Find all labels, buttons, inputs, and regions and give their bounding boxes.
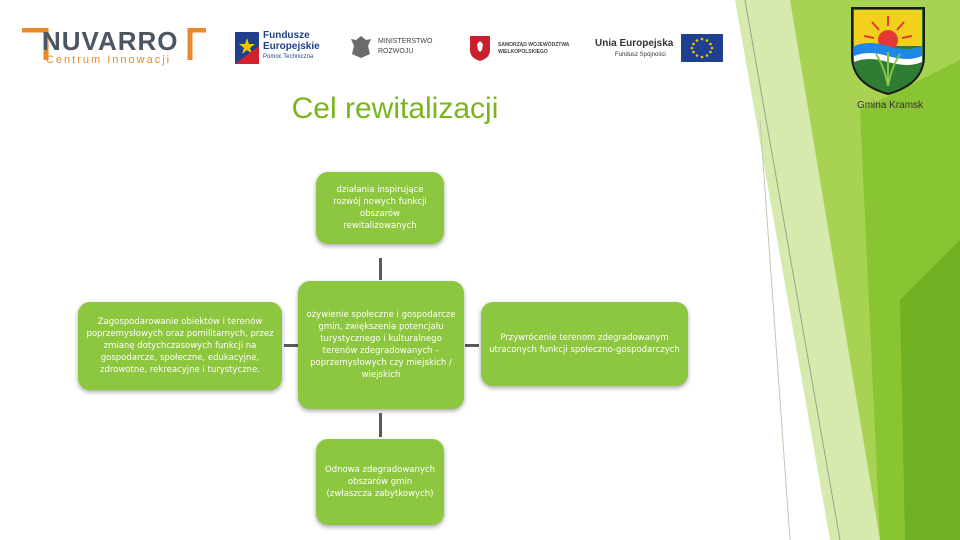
fe-line2: Europejskie: [263, 41, 320, 52]
connector-bottom: [379, 413, 382, 437]
connector-top: [379, 258, 382, 280]
nuvarro-name: NUVARRO: [42, 26, 179, 56]
diagram-box-center-text: ożywienie społeczne i gospodarcze gmin, zwiększenia potencjału turystycznego i kulturalnego terenów zdegradowanych – poprzemysłowych czy miejskich / wiejskich: [306, 310, 456, 380]
nuvarro-bracket-right-icon: [186, 28, 210, 62]
samorzad-line1: SAMORZĄD WOJEWÓDZTWA: [498, 42, 570, 48]
eu-flag-icon: [681, 34, 723, 62]
connector-left: [284, 344, 298, 347]
min-line1: MINISTERSTWO: [378, 38, 433, 45]
nuvarro-tagline: Centrum Innowacji: [46, 54, 172, 66]
gmina-label: Gmina Kramsk: [856, 100, 924, 111]
connector-right: [465, 344, 479, 347]
fundusze-europejskie-logo: [235, 30, 330, 66]
fe-star-icon: [235, 32, 259, 64]
diagram-box-right-text: Przywrócenie terenom zdegradowanym utraconych funkcji społeczno-gospodarczych: [489, 333, 680, 355]
eagle-emblem-icon: [350, 34, 372, 60]
samorzad-line2: WIELKOPOLSKIEGO: [498, 49, 548, 55]
diagram-box-top: [316, 172, 444, 244]
diagram-box-top-text: działania inspirujące rozwój nowych funkcji obszarów rewitalizowanych: [333, 185, 427, 231]
gmina-kramsk-coat-of-arms: [848, 6, 928, 96]
diagram-box-bottom: [316, 439, 444, 525]
diagram-box-left-text: Zagospodarowanie obiektów i terenów poprzemysłowych oraz pomilitarnych, przez zmianę dotychczasowych funkcji na gospodarcze, społeczne, edukacyjne, zdrowotne, rekreacyjne i turystyczne.: [86, 317, 274, 375]
coat-of-arms-icon: [848, 6, 928, 96]
diagram-box-center: [298, 281, 464, 409]
diagram-box-bottom-text: Odnowa zdegradowanych obszarów gmin (zwłaszcza zabytkowych): [325, 465, 435, 499]
diagram-box-left: [78, 302, 282, 390]
fe-line1: Fundusze: [263, 30, 310, 41]
wielkopolska-shield-icon: [468, 34, 492, 62]
ue-line1: Unia Europejska: [595, 38, 674, 49]
ministerstwo-rozwoju-logo: [350, 34, 445, 64]
page-title: Cel rewitalizacji: [291, 92, 499, 125]
diagram-box-right: [481, 302, 688, 386]
samorzad-wojewodztwa-logo: [468, 34, 578, 64]
fe-line3: Pomoc Techniczna: [263, 54, 314, 60]
min-line2: ROZWOJU: [378, 48, 414, 55]
unia-europejska-logo: [595, 34, 725, 64]
nuvarro-logo: [20, 26, 210, 68]
ue-line2: Fundusz Spójności: [615, 52, 666, 58]
